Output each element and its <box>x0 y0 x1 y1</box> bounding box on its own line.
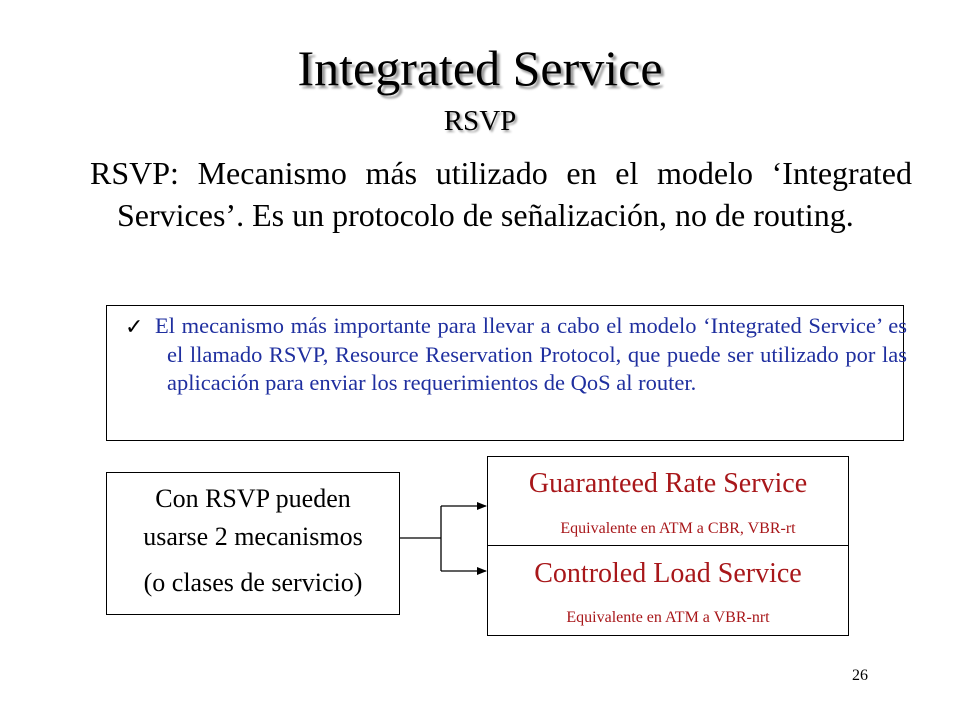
slide-title: Integrated Service <box>297 40 663 96</box>
slide-subtitle: RSVP <box>443 105 517 137</box>
checkmark-icon: ✓ <box>125 315 144 340</box>
page-number: 26 <box>852 667 868 684</box>
bullet-box <box>106 305 907 441</box>
mechanisms-line-1: Con RSVP pueden <box>155 484 351 513</box>
service-note: Equivalente en ATM a VBR-nrt <box>566 609 770 626</box>
service-name: Guaranteed Rate Service <box>528 468 808 499</box>
rsvp-mechanisms-box <box>106 472 400 615</box>
guaranteed-rate-service-box <box>487 456 849 546</box>
mechanisms-line-2: usarse 2 mecanismos <box>143 522 363 551</box>
mechanisms-line-3: (o clases de servicio) <box>143 568 363 597</box>
service-name: Controled Load Service <box>534 558 802 589</box>
bullet-text: El mecanismo más importante para llevar a cabo el modelo ‘Integrated Service’ es el llamado RSVP, Resource Reservation Protocol, que puede ser utilizado por las aplicación para enviar los requerimientos de QoS al router. <box>155 313 907 395</box>
controlled-load-service-box <box>487 545 849 636</box>
service-note: Equivalente en ATM a CBR, VBR-rt <box>560 520 796 537</box>
intro-paragraph: RSVP: Mecanismo más utilizado en el modelo ‘Integrated Services’. Es un protocolo de señalización, no de routing. <box>90 155 912 233</box>
